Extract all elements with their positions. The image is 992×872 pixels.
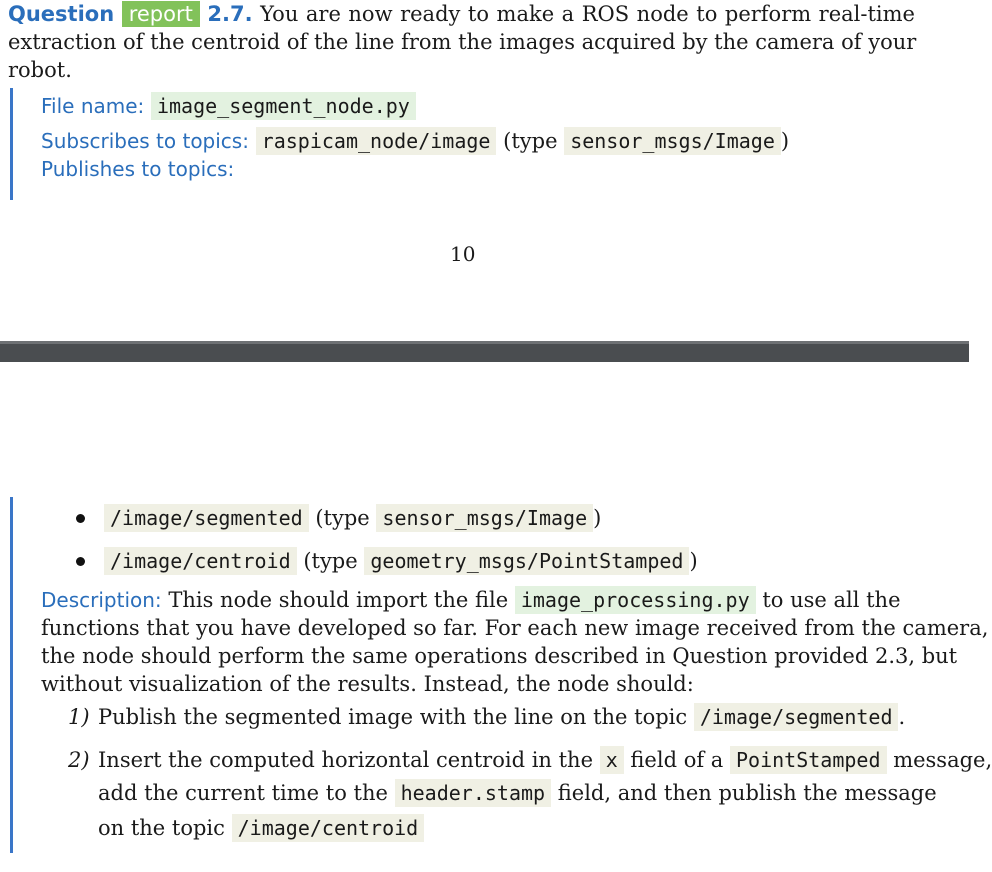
subscribes-row: [41, 127, 789, 155]
close-paren: ): [593, 506, 602, 530]
step-2-line1: [98, 746, 992, 774]
spec-left-bar: [10, 88, 13, 200]
question-word: Question: [8, 2, 115, 26]
question-number: 2.7.: [207, 2, 253, 26]
description-line4: without visualization of the results. Instead, the node should:: [41, 672, 694, 696]
file-name-value: image_segment_node.py: [151, 92, 416, 120]
question-intro-line2: extraction of the centroid of the line from the images acquired by the camera of your: [8, 30, 917, 54]
question-intro-line3: robot.: [8, 58, 72, 82]
subscribes-label: Subscribes to topics:: [41, 129, 249, 153]
description-text-1b: to use all the: [762, 588, 901, 612]
publishes-row: [41, 155, 234, 183]
step-1-text-b: .: [898, 705, 906, 729]
description-line1: [41, 586, 901, 614]
step-2-code-header-stamp: header.stamp: [395, 779, 552, 807]
subscribes-type-prefix: (type: [503, 129, 558, 153]
type-prefix: (type: [303, 549, 358, 573]
step-2-text-c: message,: [893, 748, 992, 772]
step-2-code-centroid: /image/centroid: [232, 814, 425, 842]
question-intro-text-1: You are now ready to make a ROS node to perform real-time: [260, 2, 915, 26]
publish-type-centroid: geometry_msgs/PointStamped: [364, 547, 689, 575]
continuation-left-bar: [10, 497, 13, 853]
step-2-line3: [98, 814, 424, 842]
step-2-line2: [98, 779, 937, 807]
step-2-text-f: on the topic: [98, 816, 225, 840]
subscribes-type: sensor_msgs/Image: [564, 127, 781, 155]
page-separator: [0, 344, 969, 362]
subscribes-topic: raspicam_node/image: [256, 127, 497, 155]
step-1-code: /image/segmented: [694, 703, 899, 731]
list-item: [104, 504, 601, 532]
report-badge: report: [122, 1, 200, 27]
description-text-1a: This node should import the file: [168, 588, 509, 612]
close-paren: ): [689, 549, 698, 573]
step-2-text-a: Insert the computed horizontal centroid in the: [98, 748, 593, 772]
page-number: 10: [450, 242, 476, 266]
step-number: 1): [68, 705, 90, 729]
file-name-row: [41, 92, 416, 120]
description-line3: the node should perform the same operations described in Question provided 2.3, but: [41, 644, 958, 668]
question-intro-line1: [8, 0, 915, 28]
step-number: 2): [68, 748, 90, 772]
step-2-text-e: field, and then publish the message: [557, 781, 937, 805]
bullet-icon: [76, 514, 85, 523]
publish-type-segmented: sensor_msgs/Image: [376, 504, 593, 532]
description-line2: functions that you have developed so far. For each new image received from the camera,: [41, 616, 989, 640]
publish-topic-centroid: /image/centroid: [104, 547, 297, 575]
step-2-code-pointstamped: PointStamped: [730, 746, 887, 774]
list-item: [104, 547, 698, 575]
step-1-text-a: Publish the segmented image with the line on the topic: [98, 705, 688, 729]
file-name-label: File name:: [41, 94, 145, 118]
description-label: Description:: [41, 588, 162, 612]
type-prefix: (type: [315, 506, 370, 530]
step-2-text-d: add the current time to the: [98, 781, 388, 805]
step-2-text-b: field of a: [630, 748, 724, 772]
publish-topic-segmented: /image/segmented: [104, 504, 309, 532]
step-2-code-x: x: [600, 746, 624, 774]
description-file: image_processing.py: [515, 586, 756, 614]
publishes-label: Publishes to topics:: [41, 157, 235, 181]
subscribes-close-paren: ): [780, 129, 790, 153]
bullet-icon: [76, 557, 85, 566]
step-1-text: [98, 703, 905, 731]
